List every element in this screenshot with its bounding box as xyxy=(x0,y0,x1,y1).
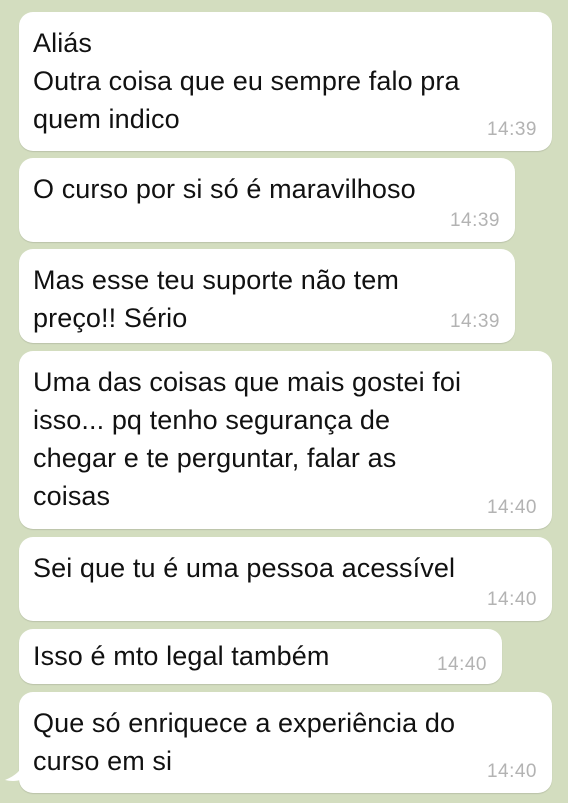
message-bubble[interactable] xyxy=(19,629,502,684)
message-time: 14:39 xyxy=(486,119,537,140)
message-text: Uma das coisas que mais gostei foi isso... pq tenho segurança de chegar e te perguntar, falar as coisas xyxy=(33,367,462,511)
message-time: 14:40 xyxy=(436,654,487,675)
message-time: 14:40 xyxy=(486,497,537,518)
message-text: Que só enriquece a experiência do curso em si xyxy=(33,708,456,776)
message-time: 14:40 xyxy=(486,589,537,610)
message-bubble[interactable] xyxy=(19,158,515,242)
message-bubble[interactable] xyxy=(19,537,552,621)
message-bubble[interactable] xyxy=(19,12,552,151)
message-text: Aliás Outra coisa que eu sempre falo pra quem indico xyxy=(33,28,460,134)
message-time: 14:39 xyxy=(449,311,500,332)
message-bubble[interactable] xyxy=(19,692,552,793)
message-bubble[interactable] xyxy=(19,249,515,343)
message-text: Sei que tu é uma pessoa acessível xyxy=(33,553,456,583)
message-time: 14:40 xyxy=(486,761,537,782)
message-text: O curso por si só é maravilhoso xyxy=(33,174,416,204)
bubble-tail-icon xyxy=(3,748,29,784)
message-text: Isso é mto legal também xyxy=(33,641,330,671)
message-bubble[interactable] xyxy=(19,351,552,529)
message-text: Mas esse teu suporte não tem preço!! Sério xyxy=(33,265,399,333)
message-time: 14:39 xyxy=(449,210,500,231)
